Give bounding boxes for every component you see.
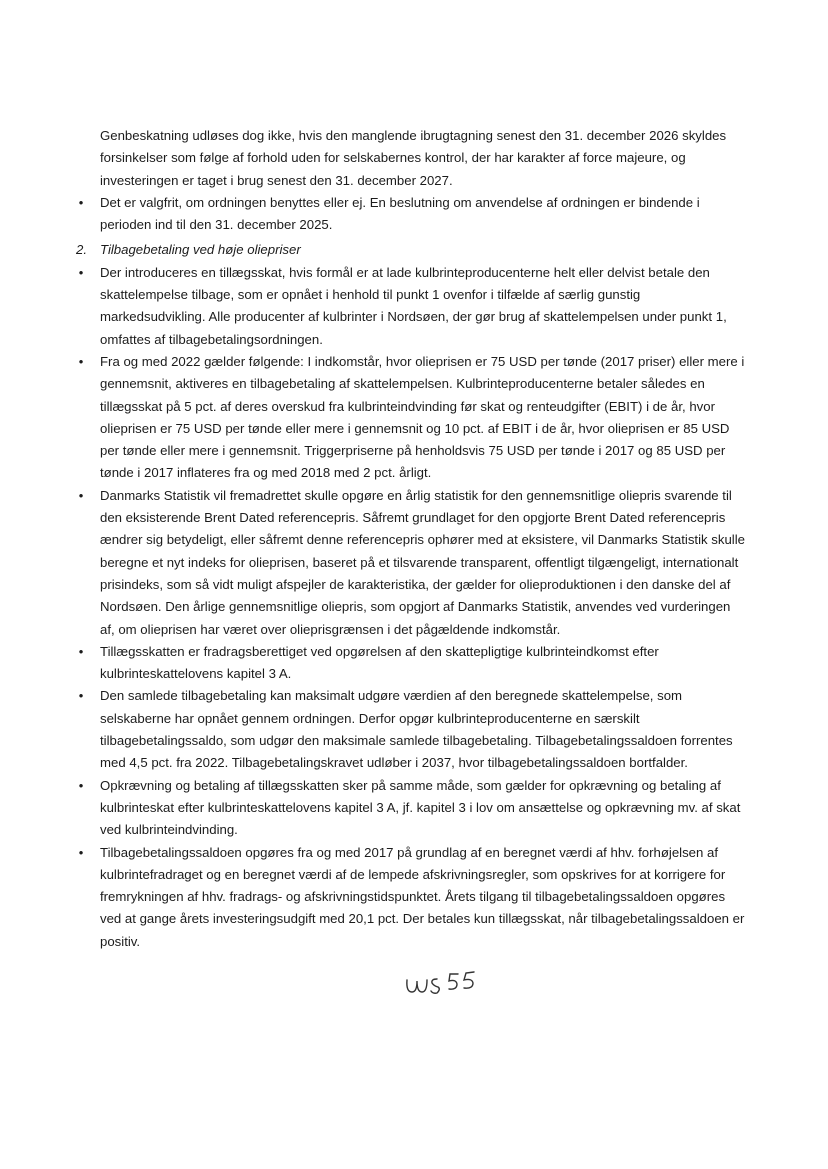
bullet-icon: • <box>78 487 84 503</box>
document-body <box>0 125 828 953</box>
bullet-item-statistics <box>78 485 746 641</box>
handwritten-initials-signature <box>404 968 480 1002</box>
bullet-icon: • <box>78 688 84 704</box>
section-heading <box>76 239 746 261</box>
bullet-item-surtax-intro <box>78 262 746 351</box>
bullet-icon: • <box>78 777 84 793</box>
intro-paragraph: Genbeskatning udløses dog ikke, hvis den manglende ibrugtagning senest den 31. december 2026 skyldes forsinkelser som følge af forhold uden for selskabernes kontrol, der har karakter af force majeure, og investeringen er taget i brug senest den 31. december 2027. <box>100 128 727 188</box>
bullet-item-balance-calculation <box>78 842 746 953</box>
section-number: 2. <box>76 242 87 258</box>
bullet-icon: • <box>78 643 84 659</box>
bullet-text: Den samlede tilbagebetaling kan maksimalt udgøre værdien af den beregnede skattelempelse, som selskaberne har opnået gennem ordningen. Derfor opgør kulbrinteproducenterne en særskilt tilbagebetalingssaldo, som udgør den maksimale samlede tilbagebetaling. Tilbagebetalingssaldoen forrentes med 4,5 pct. fra 2022. Tilbagebetalingskravet udløber i 2037, hvor tilbagebetalingssaldoen bortfalder. <box>100 688 733 771</box>
bullet-text: Tillægsskatten er fradragsberettiget ved opgørelsen af den skattepligtige kulbrinteindkomst efter kulbrinteskattelovens kapitel 3 A. <box>100 643 659 682</box>
bullet-text: Danmarks Statistik vil fremadrettet skulle opgøre en årlig statistik for den gennemsnitlige oliepris svarende til den eksisterende Brent Dated referencepris. Såfremt grundlaget for den opgjorte Brent Dated referencepris ændrer sig betydeligt, eller såfremt denne referencepris ophører med at eksistere, vil Danmarks Statistik skulle beregne et nyt indeks for olieprisen, baseret på et tilsvarende transparent, offentligt tilgængeligt, internationalt prisindeks, som så vidt muligt afspejler de karakteristika, der gælder for olieproduktionen i den danske del af Nordsøen. Den årlige gennemsnitlige oliepris, som opgjort af Danmarks Statistik, anvendes ved vurderingen af, om olieprisen har været over olieprisgrænsen i det pågældende indkomstår. <box>100 487 745 637</box>
bullet-icon: • <box>78 844 84 860</box>
bullet-item-repayment-balance <box>78 685 746 774</box>
bullet-item-optional-scheme <box>78 192 746 237</box>
bullet-icon: • <box>78 194 84 210</box>
bullet-text: Det er valgfrit, om ordningen benyttes eller ej. En beslutning om anvendelse af ordningen er bindende i perioden ind til den 31. december 2025. <box>100 194 700 233</box>
bullet-text: Fra og med 2022 gælder følgende: I indkomstår, hvor olieprisen er 75 USD per tønde (2017 priser) eller mere i gennemsnit, aktiveres en tilbagebetaling af skattelempelsen. Kulbrinteproducenterne betaler således en tillægsskat på 5 pct. af deres overskud fra kulbrinteindvinding før skat og renteudgifter (EBIT) i de år, hvor olieprisen er 75 USD per tønde eller mere i gennemsnit og 10 pct. af EBIT i de år, hvor olieprisen er 85 USD per tønde eller mere i gennemsnit. Triggerpriserne på henholdsvis 75 USD per tønde i 2017 og 85 USD per tønde i 2017 inflateres fra og med 2018 med 2 pct. årligt. <box>100 353 745 481</box>
bullet-item-trigger-prices <box>78 351 746 485</box>
bullet-item-collection <box>78 775 746 842</box>
bullet-icon: • <box>78 353 84 369</box>
bullet-text: Der introduceres en tillægsskat, hvis formål er at lade kulbrinteproducenterne helt eller delvist betale den skattelempelse tilbage, som er opnået i henhold til punkt 1 ovenfor i tilfælde af særlig gunstig markedsudvikling. Alle producenter af kulbrinter i Nordsøen, der gør brug af skattelempelsen under punkt 1, omfattes af tilbagebetalingsordningen. <box>100 264 727 347</box>
bullet-icon: • <box>78 264 84 280</box>
section-title: Tilbagebetaling ved høje oliepriser <box>100 242 301 258</box>
bullet-item-deductible <box>78 641 746 686</box>
bullet-text: Tilbagebetalingssaldoen opgøres fra og med 2017 på grundlag af en beregnet værdi af hhv. forhøjelsen af kulbrintefradraget og en beregnet værdi af de lempede afskrivningsregler, som opskrives for at korrigere for fremrykningen af hhv. fradrags- og afskrivningstidspunktet. Årets tilgang til tilbagebetalingssaldoen opgøres ved at gange årets investeringsudgift med 20,1 pct. Der betales kun tillægsskat, når tilbagebetalingssaldoen er positiv. <box>100 844 745 949</box>
bullet-text: Opkrævning og betaling af tillægsskatten sker på samme måde, som gælder for opkrævning og betaling af kulbrinteskat efter kulbrinteskattelovens kapitel 3 A, jf. kapitel 3 i lov om ansættelse og opkrævning mv. af skat ved kulbrinteindvinding. <box>100 777 741 838</box>
